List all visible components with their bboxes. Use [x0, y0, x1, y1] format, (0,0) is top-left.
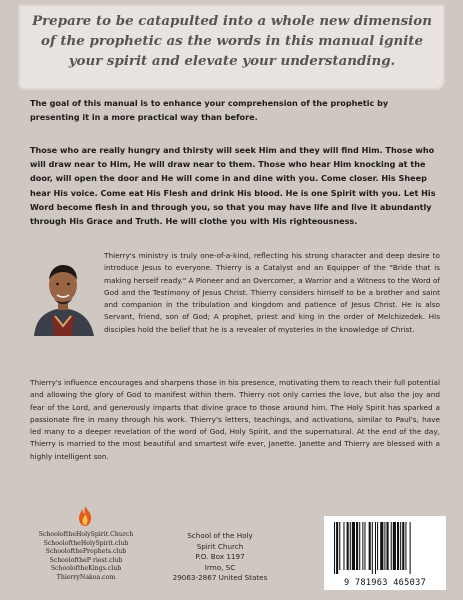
link-item: ThierryNakoa.com — [56, 573, 116, 581]
address-line: Irmo, SC — [204, 562, 236, 572]
address-line: 29063-2867 United States — [172, 573, 268, 583]
author-photo — [28, 258, 98, 336]
link-item: SchooloftheHolySpirit.club — [43, 539, 129, 547]
flame-logo-icon — [76, 505, 94, 527]
barcode-bars — [332, 522, 438, 574]
bio-paragraph-1: Thierry's ministry is truly one-of-a-kind, reflecting his strong character and deep desire to introduce Jesus to everyone. Thierry is a Catalyst and an Equipper of the "Bride that is making herself ready." A Pioneer and an Overcomer, a Warrior and a Witness to the Word of God and the Testimony of Jesus Christ. Thierry considers himself to be a brother and saint and companion in the tribulation and kingdom and patience of Jesus Christ. He is also Servant, friend, son of God; A prophet, priest and king in the order of Melchizedek. His disciples hold the belief that he is a revealer of mysteries in the knowledge of Christ. — [104, 251, 440, 334]
banner-quote: Prepare to be catapulted into a whole new dimension of the prophetic as the words in this manual ignite your spirit and elevate your understanding. — [32, 13, 432, 69]
link-item: SchooloftheKings.club — [50, 565, 122, 573]
bio-paragraph-2: Thierry's influence encourages and sharpens those in his presence, motivating them to reach their full potential and allowing the glory of God to manifest within them. Thierry not only carries the love, but also the joy and fear of the Lord, and generously imparts that divine grace to those around him. The Holy Spirit has sparked a passionate fire in many through his work. Thierry's letters, teachings, and activations, similar to Paul's, have led many to a deeper revelation of the word of God, Holy Spirit, and the supernatural. At the end of the day, Thierry is married to the most beautiful and smartest wife ever, Janette. Janette and Thierry are blessed with a highly intelligent son. — [30, 378, 440, 461]
link-item: SchooloftheProphets.club — [45, 548, 127, 556]
link-item: SchooloftheHolySpirit.Church — [38, 531, 134, 538]
isbn-barcode — [324, 516, 446, 590]
isbn-number: 9 781963 465037 — [343, 578, 427, 588]
address-line: Spirit Church — [196, 541, 244, 551]
seek-paragraph: Those who are really hungry and thirsty will seek Him and they will find Him. Those who will draw near to Him, He will draw near to them. Those who hear Him knocking at the door, will open the door and He will come in and dine with you. Come closer. His Sheep hear His voice. Come eat His Flesh and drink His blood. He is one Spirit with you. Let His Word become flesh in and through you, so that you may have life and live it abundantly through His Grace and Truth. He will clothe you with His righteousness. — [30, 145, 436, 227]
mailing-address — [166, 531, 274, 584]
goal-paragraph: The goal of this manual is to enhance your comprehension of the prophetic by presenting it in a more practical way than before. — [30, 98, 389, 123]
link-item: SchooloftheP riest.club — [49, 556, 123, 564]
address-line: P.O. Box 1197 — [195, 552, 245, 562]
website-links — [28, 531, 144, 583]
address-line: School of the Holy — [187, 531, 253, 540]
